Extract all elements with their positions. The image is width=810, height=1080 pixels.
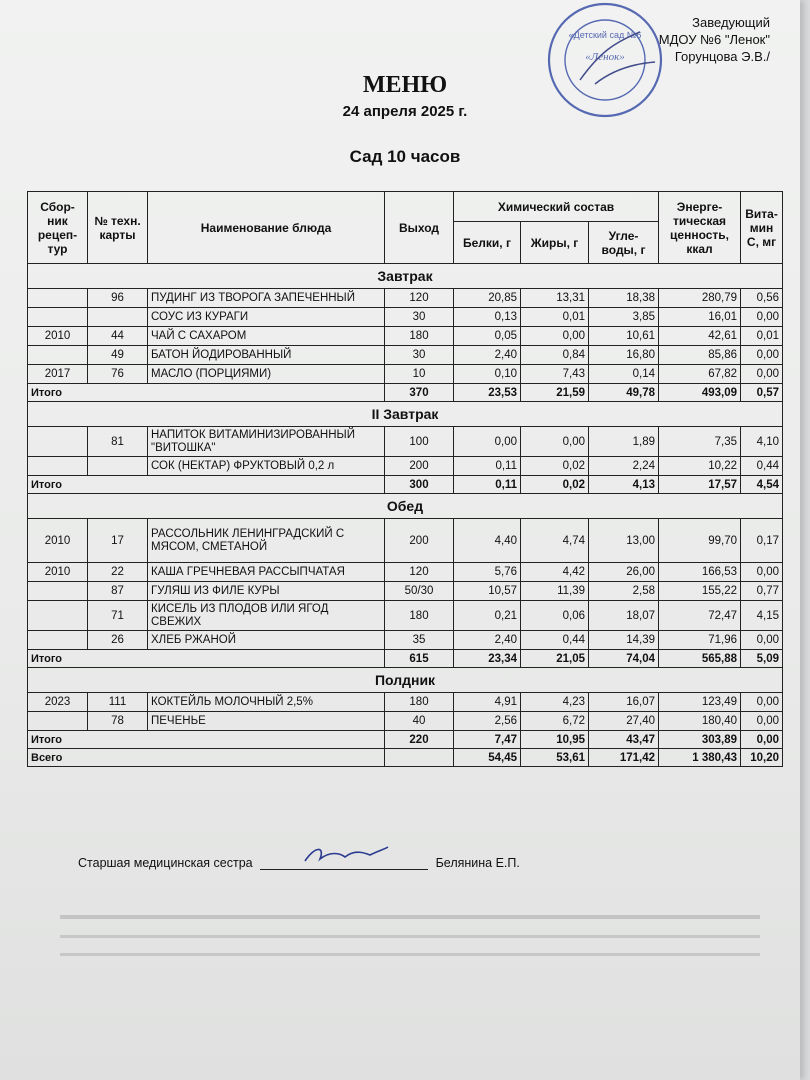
total-row bbox=[28, 650, 783, 668]
cell-vitamin: 0,01 bbox=[741, 327, 783, 346]
menu-date: 24 апреля 2025 г. bbox=[342, 103, 468, 120]
header-carbs: Угле-воды, г bbox=[589, 222, 659, 264]
cell-card: 49 bbox=[88, 346, 148, 365]
total-energy: 565,88 bbox=[659, 650, 741, 668]
cell-protein: 4,91 bbox=[454, 693, 521, 712]
cell-dish: КАША ГРЕЧНЕВАЯ РАССЫПЧАТАЯ bbox=[148, 563, 385, 582]
grand-total-fat: 53,61 bbox=[521, 749, 589, 767]
table-row bbox=[28, 457, 783, 476]
svg-text:«Детский сад №6: «Детский сад №6 bbox=[568, 30, 642, 40]
grand-total-vitamin: 10,20 bbox=[741, 749, 783, 767]
total-vitamin: 4,54 bbox=[741, 476, 783, 494]
cell-vitamin: 0,00 bbox=[741, 308, 783, 327]
total-vitamin: 0,00 bbox=[741, 731, 783, 749]
cell-dish: КИСЕЛЬ ИЗ ПЛОДОВ ИЛИ ЯГОД СВЕЖИХ bbox=[148, 601, 385, 631]
grand-total-label: Всего bbox=[28, 749, 385, 767]
cell-dish: ЧАЙ С САХАРОМ bbox=[148, 327, 385, 346]
table-row bbox=[28, 365, 783, 384]
approval-name: Горунцова Э.В./ bbox=[674, 49, 770, 64]
total-output: 220 bbox=[385, 731, 454, 749]
cell-collection bbox=[28, 427, 88, 457]
cell-fat: 0,00 bbox=[521, 427, 589, 457]
grand-total-output bbox=[385, 749, 454, 767]
cell-protein: 0,05 bbox=[454, 327, 521, 346]
header-collection: Сбор-ник рецеп-тур bbox=[28, 192, 88, 264]
cell-protein: 0,10 bbox=[454, 365, 521, 384]
cell-protein: 10,57 bbox=[454, 582, 521, 601]
cell-fat: 4,74 bbox=[521, 519, 589, 563]
bleed-through-texture bbox=[60, 905, 760, 965]
cell-protein: 2,40 bbox=[454, 346, 521, 365]
signature-block bbox=[78, 855, 798, 870]
cell-carbs: 0,14 bbox=[589, 365, 659, 384]
total-energy: 17,57 bbox=[659, 476, 741, 494]
cell-dish: ПЕЧЕНЬЕ bbox=[148, 712, 385, 731]
section-header-row bbox=[28, 494, 783, 519]
cell-card: 96 bbox=[88, 289, 148, 308]
cell-dish: ГУЛЯШ ИЗ ФИЛЕ КУРЫ bbox=[148, 582, 385, 601]
table-row bbox=[28, 427, 783, 457]
section-header-row bbox=[28, 402, 783, 427]
cell-carbs: 10,61 bbox=[589, 327, 659, 346]
cell-card: 111 bbox=[88, 693, 148, 712]
cell-protein: 0,13 bbox=[454, 308, 521, 327]
cell-energy: 71,96 bbox=[659, 631, 741, 650]
cell-fat: 11,39 bbox=[521, 582, 589, 601]
total-row bbox=[28, 731, 783, 749]
cell-collection: 2023 bbox=[28, 693, 88, 712]
cell-vitamin: 4,15 bbox=[741, 601, 783, 631]
cell-fat: 7,43 bbox=[521, 365, 589, 384]
cell-vitamin: 0,56 bbox=[741, 289, 783, 308]
cell-output: 180 bbox=[385, 327, 454, 346]
cell-fat: 4,23 bbox=[521, 693, 589, 712]
signature-name: Белянина Е.П. bbox=[435, 856, 520, 870]
svg-text:«Ленок»: «Ленок» bbox=[585, 51, 625, 63]
cell-card: 76 bbox=[88, 365, 148, 384]
total-label: Итого bbox=[28, 476, 385, 494]
cell-protein: 5,76 bbox=[454, 563, 521, 582]
menu-table bbox=[27, 191, 783, 767]
header-energy: Энерге-тическая ценность, ккал bbox=[659, 192, 741, 264]
cell-vitamin: 0,00 bbox=[741, 631, 783, 650]
total-carbs: 43,47 bbox=[589, 731, 659, 749]
handwritten-signature-image bbox=[300, 841, 390, 869]
table-row bbox=[28, 327, 783, 346]
total-row bbox=[28, 384, 783, 402]
cell-vitamin: 0,44 bbox=[741, 457, 783, 476]
cell-collection: 2010 bbox=[28, 519, 88, 563]
cell-output: 30 bbox=[385, 346, 454, 365]
signature-line bbox=[260, 855, 428, 870]
cell-fat: 6,72 bbox=[521, 712, 589, 731]
cell-output: 180 bbox=[385, 693, 454, 712]
approval-organization: МДОУ №6 "Ленок" bbox=[658, 32, 770, 47]
cell-protein: 4,40 bbox=[454, 519, 521, 563]
section-title: Завтрак bbox=[28, 264, 783, 289]
total-protein: 7,47 bbox=[454, 731, 521, 749]
cell-vitamin: 0,00 bbox=[741, 693, 783, 712]
table-row bbox=[28, 582, 783, 601]
cell-carbs: 13,00 bbox=[589, 519, 659, 563]
cell-protein: 0,21 bbox=[454, 601, 521, 631]
header-output: Выход bbox=[385, 192, 454, 264]
total-fat: 21,05 bbox=[521, 650, 589, 668]
total-energy: 303,89 bbox=[659, 731, 741, 749]
cell-energy: 72,47 bbox=[659, 601, 741, 631]
cell-carbs: 2,24 bbox=[589, 457, 659, 476]
cell-vitamin: 0,00 bbox=[741, 563, 783, 582]
approval-block bbox=[659, 14, 770, 65]
cell-fat: 4,42 bbox=[521, 563, 589, 582]
total-protein: 23,34 bbox=[454, 650, 521, 668]
page-title: МЕНЮ bbox=[362, 72, 448, 98]
header-protein: Белки, г bbox=[454, 222, 521, 264]
cell-vitamin: 0,77 bbox=[741, 582, 783, 601]
grand-total-row bbox=[28, 749, 783, 767]
cell-protein: 0,11 bbox=[454, 457, 521, 476]
cell-carbs: 2,58 bbox=[589, 582, 659, 601]
cell-card bbox=[88, 457, 148, 476]
cell-collection bbox=[28, 457, 88, 476]
header-chem: Химический состав bbox=[454, 192, 659, 222]
cell-collection bbox=[28, 582, 88, 601]
header-card: № техн. карты bbox=[88, 192, 148, 264]
cell-carbs: 1,89 bbox=[589, 427, 659, 457]
cell-protein: 20,85 bbox=[454, 289, 521, 308]
cell-energy: 7,35 bbox=[659, 427, 741, 457]
cell-fat: 0,00 bbox=[521, 327, 589, 346]
cell-output: 120 bbox=[385, 563, 454, 582]
table-row bbox=[28, 563, 783, 582]
cell-collection bbox=[28, 601, 88, 631]
section-title: Полдник bbox=[28, 668, 783, 693]
cell-output: 200 bbox=[385, 519, 454, 563]
cell-collection bbox=[28, 289, 88, 308]
cell-output: 100 bbox=[385, 427, 454, 457]
cell-output: 50/30 bbox=[385, 582, 454, 601]
cell-dish: СОК (НЕКТАР) ФРУКТОВЫЙ 0,2 л bbox=[148, 457, 385, 476]
cell-dish: БАТОН ЙОДИРОВАННЫЙ bbox=[148, 346, 385, 365]
cell-fat: 0,06 bbox=[521, 601, 589, 631]
cell-output: 180 bbox=[385, 601, 454, 631]
grand-total-energy: 1 380,43 bbox=[659, 749, 741, 767]
cell-energy: 42,61 bbox=[659, 327, 741, 346]
cell-energy: 99,70 bbox=[659, 519, 741, 563]
cell-collection: 2017 bbox=[28, 365, 88, 384]
table-row bbox=[28, 289, 783, 308]
cell-fat: 0,01 bbox=[521, 308, 589, 327]
cell-dish: КОКТЕЙЛЬ МОЛОЧНЫЙ 2,5% bbox=[148, 693, 385, 712]
header-vitamin: Вита-мин С, мг bbox=[741, 192, 783, 264]
grand-total-carbs: 171,42 bbox=[589, 749, 659, 767]
total-energy: 493,09 bbox=[659, 384, 741, 402]
header-dish: Наименование блюда bbox=[148, 192, 385, 264]
total-label: Итого bbox=[28, 731, 385, 749]
total-protein: 23,53 bbox=[454, 384, 521, 402]
cell-energy: 10,22 bbox=[659, 457, 741, 476]
section-title: Обед bbox=[28, 494, 783, 519]
total-vitamin: 5,09 bbox=[741, 650, 783, 668]
cell-vitamin: 0,17 bbox=[741, 519, 783, 563]
cell-energy: 180,40 bbox=[659, 712, 741, 731]
table-row bbox=[28, 631, 783, 650]
table-header bbox=[28, 192, 783, 264]
cell-card: 78 bbox=[88, 712, 148, 731]
total-carbs: 4,13 bbox=[589, 476, 659, 494]
cell-collection bbox=[28, 631, 88, 650]
cell-fat: 13,31 bbox=[521, 289, 589, 308]
cell-card: 26 bbox=[88, 631, 148, 650]
cell-vitamin: 4,10 bbox=[741, 427, 783, 457]
cell-carbs: 18,38 bbox=[589, 289, 659, 308]
total-label: Итого bbox=[28, 384, 385, 402]
total-label: Итого bbox=[28, 650, 385, 668]
cell-dish: РАССОЛЬНИК ЛЕНИНГРАДСКИЙ С МЯСОМ, СМЕТАНОЙ bbox=[148, 519, 385, 563]
grand-total-protein: 54,45 bbox=[454, 749, 521, 767]
cell-energy: 166,53 bbox=[659, 563, 741, 582]
table-row bbox=[28, 519, 783, 563]
cell-card: 22 bbox=[88, 563, 148, 582]
cell-carbs: 3,85 bbox=[589, 308, 659, 327]
cell-protein: 2,40 bbox=[454, 631, 521, 650]
total-fat: 0,02 bbox=[521, 476, 589, 494]
signature-role: Старшая медицинская сестра bbox=[78, 856, 253, 870]
cell-fat: 0,44 bbox=[521, 631, 589, 650]
cell-collection bbox=[28, 712, 88, 731]
cell-energy: 155,22 bbox=[659, 582, 741, 601]
cell-protein: 2,56 bbox=[454, 712, 521, 731]
total-fat: 10,95 bbox=[521, 731, 589, 749]
cell-vitamin: 0,00 bbox=[741, 712, 783, 731]
cell-carbs: 26,00 bbox=[589, 563, 659, 582]
cell-output: 200 bbox=[385, 457, 454, 476]
table-body bbox=[28, 264, 783, 767]
cell-collection: 2010 bbox=[28, 327, 88, 346]
total-output: 370 bbox=[385, 384, 454, 402]
total-vitamin: 0,57 bbox=[741, 384, 783, 402]
cell-carbs: 16,80 bbox=[589, 346, 659, 365]
cell-energy: 16,01 bbox=[659, 308, 741, 327]
cell-dish: МАСЛО (ПОРЦИЯМИ) bbox=[148, 365, 385, 384]
total-row bbox=[28, 476, 783, 494]
cell-card: 17 bbox=[88, 519, 148, 563]
table-row bbox=[28, 601, 783, 631]
cell-vitamin: 0,00 bbox=[741, 346, 783, 365]
total-fat: 21,59 bbox=[521, 384, 589, 402]
cell-card: 44 bbox=[88, 327, 148, 346]
cell-output: 120 bbox=[385, 289, 454, 308]
table-row bbox=[28, 346, 783, 365]
total-protein: 0,11 bbox=[454, 476, 521, 494]
section-header-row bbox=[28, 264, 783, 289]
cell-output: 40 bbox=[385, 712, 454, 731]
section-title: II Завтрак bbox=[28, 402, 783, 427]
cell-output: 30 bbox=[385, 308, 454, 327]
cell-card: 71 bbox=[88, 601, 148, 631]
table-row bbox=[28, 693, 783, 712]
cell-vitamin: 0,00 bbox=[741, 365, 783, 384]
total-output: 615 bbox=[385, 650, 454, 668]
cell-energy: 123,49 bbox=[659, 693, 741, 712]
cell-protein: 0,00 bbox=[454, 427, 521, 457]
cell-dish: НАПИТОК ВИТАМИНИЗИРОВАННЫЙ "ВИТОШКА" bbox=[148, 427, 385, 457]
approval-position: Заведующий bbox=[692, 15, 770, 30]
cell-fat: 0,84 bbox=[521, 346, 589, 365]
cell-collection: 2010 bbox=[28, 563, 88, 582]
cell-carbs: 14,39 bbox=[589, 631, 659, 650]
cell-collection bbox=[28, 308, 88, 327]
header-fat: Жиры, г bbox=[521, 222, 589, 264]
cell-dish: СОУС ИЗ КУРАГИ bbox=[148, 308, 385, 327]
cell-dish: ХЛЕБ РЖАНОЙ bbox=[148, 631, 385, 650]
cell-carbs: 18,07 bbox=[589, 601, 659, 631]
cell-output: 10 bbox=[385, 365, 454, 384]
cell-energy: 67,82 bbox=[659, 365, 741, 384]
cell-dish: ПУДИНГ ИЗ ТВОРОГА ЗАПЕЧЕННЫЙ bbox=[148, 289, 385, 308]
section-header-row bbox=[28, 668, 783, 693]
cell-card: 81 bbox=[88, 427, 148, 457]
total-carbs: 74,04 bbox=[589, 650, 659, 668]
cell-card: 87 bbox=[88, 582, 148, 601]
cell-energy: 85,86 bbox=[659, 346, 741, 365]
cell-fat: 0,02 bbox=[521, 457, 589, 476]
cell-carbs: 27,40 bbox=[589, 712, 659, 731]
total-carbs: 49,78 bbox=[589, 384, 659, 402]
cell-energy: 280,79 bbox=[659, 289, 741, 308]
total-output: 300 bbox=[385, 476, 454, 494]
table-row bbox=[28, 712, 783, 731]
cell-carbs: 16,07 bbox=[589, 693, 659, 712]
menu-subtitle: Сад 10 часов bbox=[349, 147, 461, 166]
cell-card bbox=[88, 308, 148, 327]
cell-collection bbox=[28, 346, 88, 365]
cell-output: 35 bbox=[385, 631, 454, 650]
table-row bbox=[28, 308, 783, 327]
